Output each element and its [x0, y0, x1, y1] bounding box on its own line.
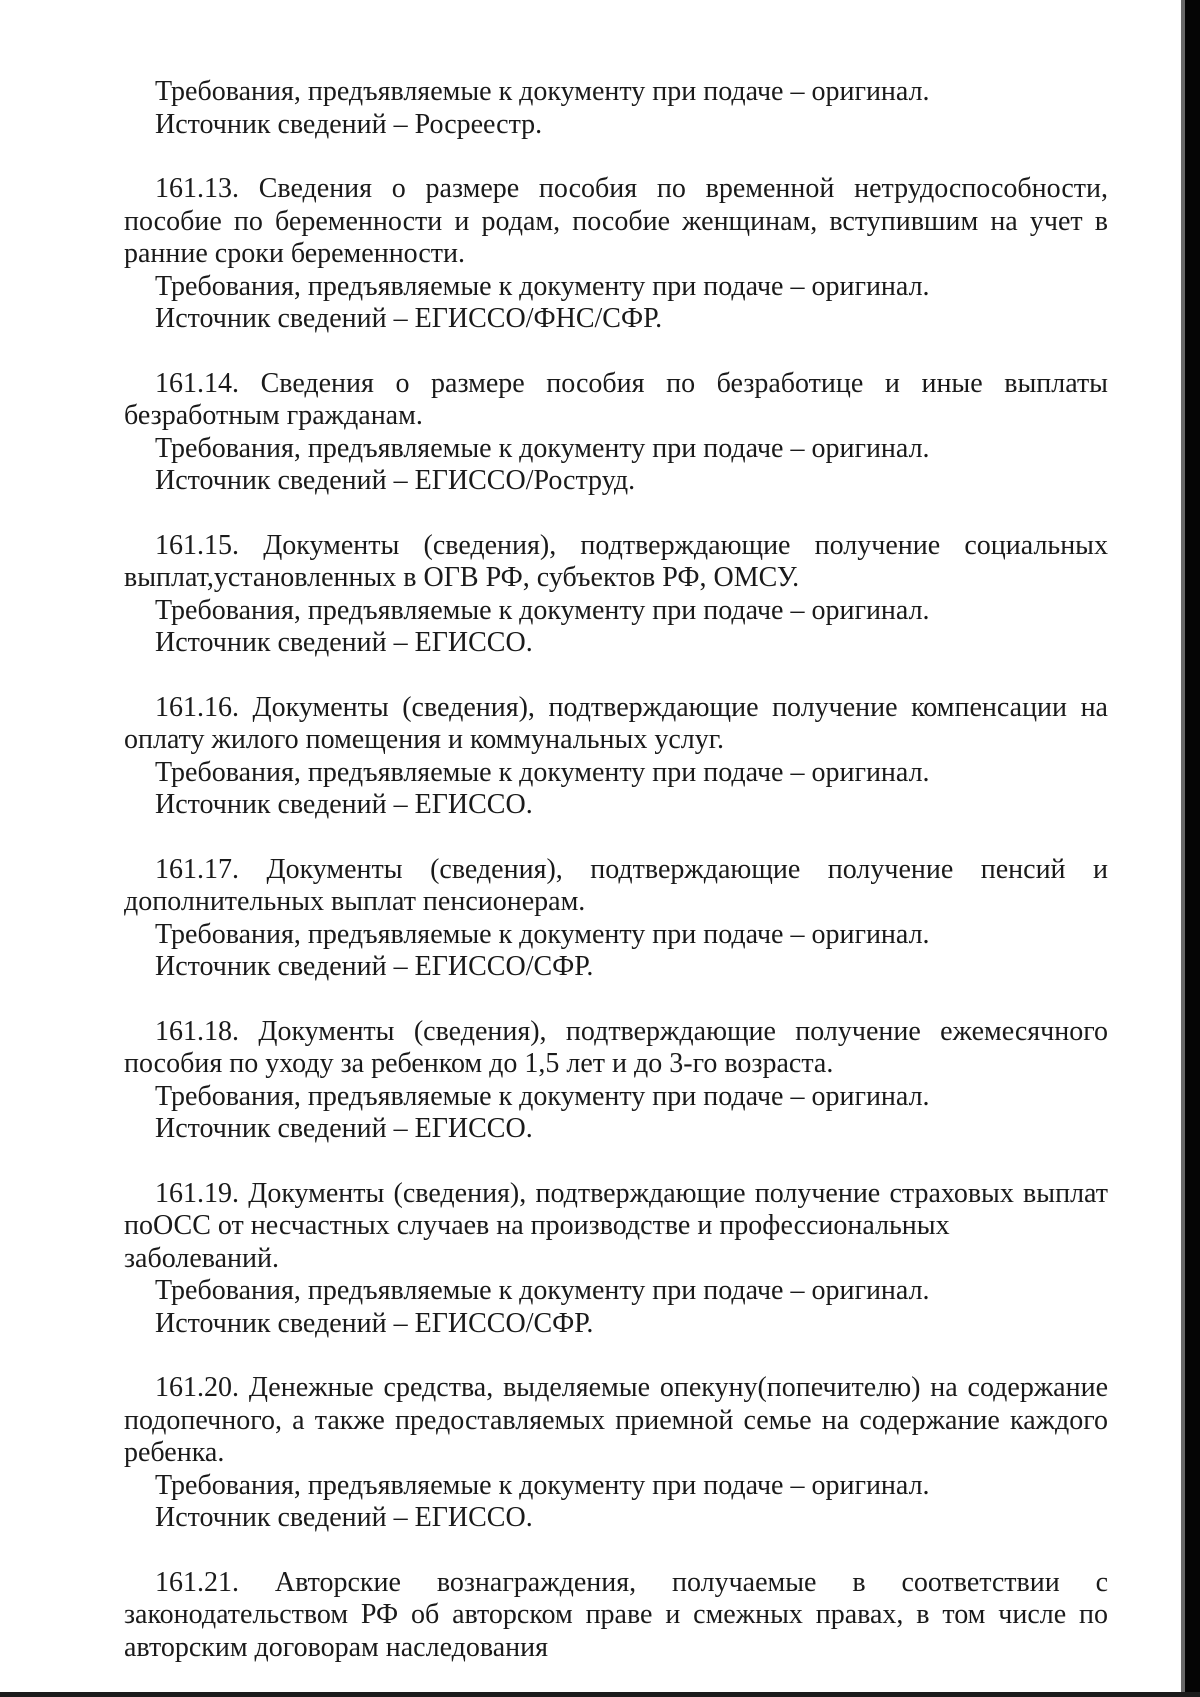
item-161-18 [124, 1016, 1108, 1146]
requirement-line: Требования, предъявляемые к документу при подаче – оригинал. [155, 594, 930, 626]
item-text-line: дополнительных выплат пенсионерам. [124, 886, 586, 917]
item-text-line: 161.14. Сведения о размере пособия по безработице и иные выплаты [155, 367, 1108, 399]
document-body [124, 76, 1108, 1664]
item-text-line: законодательством РФ об авторском праве и смежных правах, в том числе по [124, 1599, 1108, 1630]
requirement-line: Требования, предъявляемые к документу при подаче – оригинал. [155, 1469, 930, 1501]
item-161-14 [124, 368, 1108, 498]
requirement-line: Требования, предъявляемые к документу при подаче – оригинал. [155, 270, 930, 302]
requirement-line: Требования, предъявляемые к документу при подаче – оригинал. [155, 756, 930, 788]
source-line: Источник сведений – ЕГИССО. [155, 627, 533, 658]
item-text-line: ранние сроки беременности. [124, 238, 466, 269]
source-line: Источник сведений – ЕГИССО. [155, 1502, 533, 1533]
item-text-line: поОСС от несчастных случаев на производстве и профессиональных заболеваний. [124, 1210, 950, 1274]
item-161-17 [124, 854, 1108, 984]
item-text-line: пособия по уходу за ребенком до 1,5 лет и до 3-го возраста. [124, 1048, 834, 1079]
item-text-line: авторским договорам наследования [124, 1631, 549, 1663]
item-text-line: выплат,установленных в ОГВ РФ, субъектов РФ, ОМСУ. [124, 562, 800, 593]
scan-edge-bottom [0, 1692, 1200, 1697]
source-line: Источник сведений – ЕГИССО/Роструд. [155, 465, 636, 496]
item-text-line: 161.20. Денежные средства, выделяемые опекуну(попечителю) на содержание [155, 1372, 1108, 1403]
item-161-13 [124, 173, 1108, 336]
source-line: Источник сведений – ЕГИССО/СФР. [155, 951, 594, 982]
item-text-line: безработным гражданам. [124, 400, 423, 431]
item-text-line: 161.19. Документы (сведения), подтверждающие получение страховых выплат [155, 1177, 1108, 1209]
item-161-19 [124, 1178, 1108, 1341]
item-161-15 [124, 530, 1108, 660]
item-text-line: 161.18. Документы (сведения), подтверждающие получение ежемесячного [155, 1015, 1108, 1047]
item-161-16 [124, 692, 1108, 822]
item-text-line: подопечного, а также предоставляемых приемной семье на содержание каждого [124, 1404, 1108, 1436]
item-text-line: пособие по беременности и родам, пособие женщинам, вступившим на учет в [124, 205, 1108, 237]
source-line: Источник сведений – ЕГИССО/ФНС/СФР. [155, 303, 663, 334]
item-text-line: 161.13. Сведения о размере пособия по временной нетрудоспособности, [155, 173, 1108, 204]
requirement-line: Требования, предъявляемые к документу при подаче – оригинал. [155, 1080, 930, 1112]
item-161-20 [124, 1372, 1108, 1535]
item-text-line: 161.16. Документы (сведения), подтверждающие получение компенсации на [155, 691, 1108, 723]
scan-edge-right [1185, 0, 1200, 1697]
source-line: Источник сведений – ЕГИССО. [155, 789, 533, 820]
requirement-line: Требования, предъявляемые к документу при подаче – оригинал. [155, 1275, 930, 1306]
item-text-line: оплату жилого помещения и коммунальных услуг. [124, 724, 725, 755]
requirement-line: Требования, предъявляемые к документу при подаче – оригинал. [155, 76, 930, 107]
item-text-line: 161.15. Документы (сведения), подтверждающие получение социальных [155, 529, 1108, 561]
item-text-line: 161.21. Авторские вознаграждения, получаемые в соответствии с [155, 1566, 1108, 1598]
item-text-line: 161.17. Документы (сведения), подтверждающие получение пенсий и [155, 853, 1108, 885]
item-text-line: ребенка. [124, 1437, 225, 1468]
source-line: Источник сведений – ЕГИССО/СФР. [155, 1307, 594, 1339]
source-line: Источник сведений – Росреестр. [155, 108, 543, 140]
item-161-21 [124, 1567, 1108, 1665]
source-line: Источник сведений – ЕГИССО. [155, 1113, 533, 1144]
requirement-line: Требования, предъявляемые к документу при подаче – оригинал. [155, 432, 930, 464]
requirement-line: Требования, предъявляемые к документу при подаче – оригинал. [155, 918, 930, 950]
